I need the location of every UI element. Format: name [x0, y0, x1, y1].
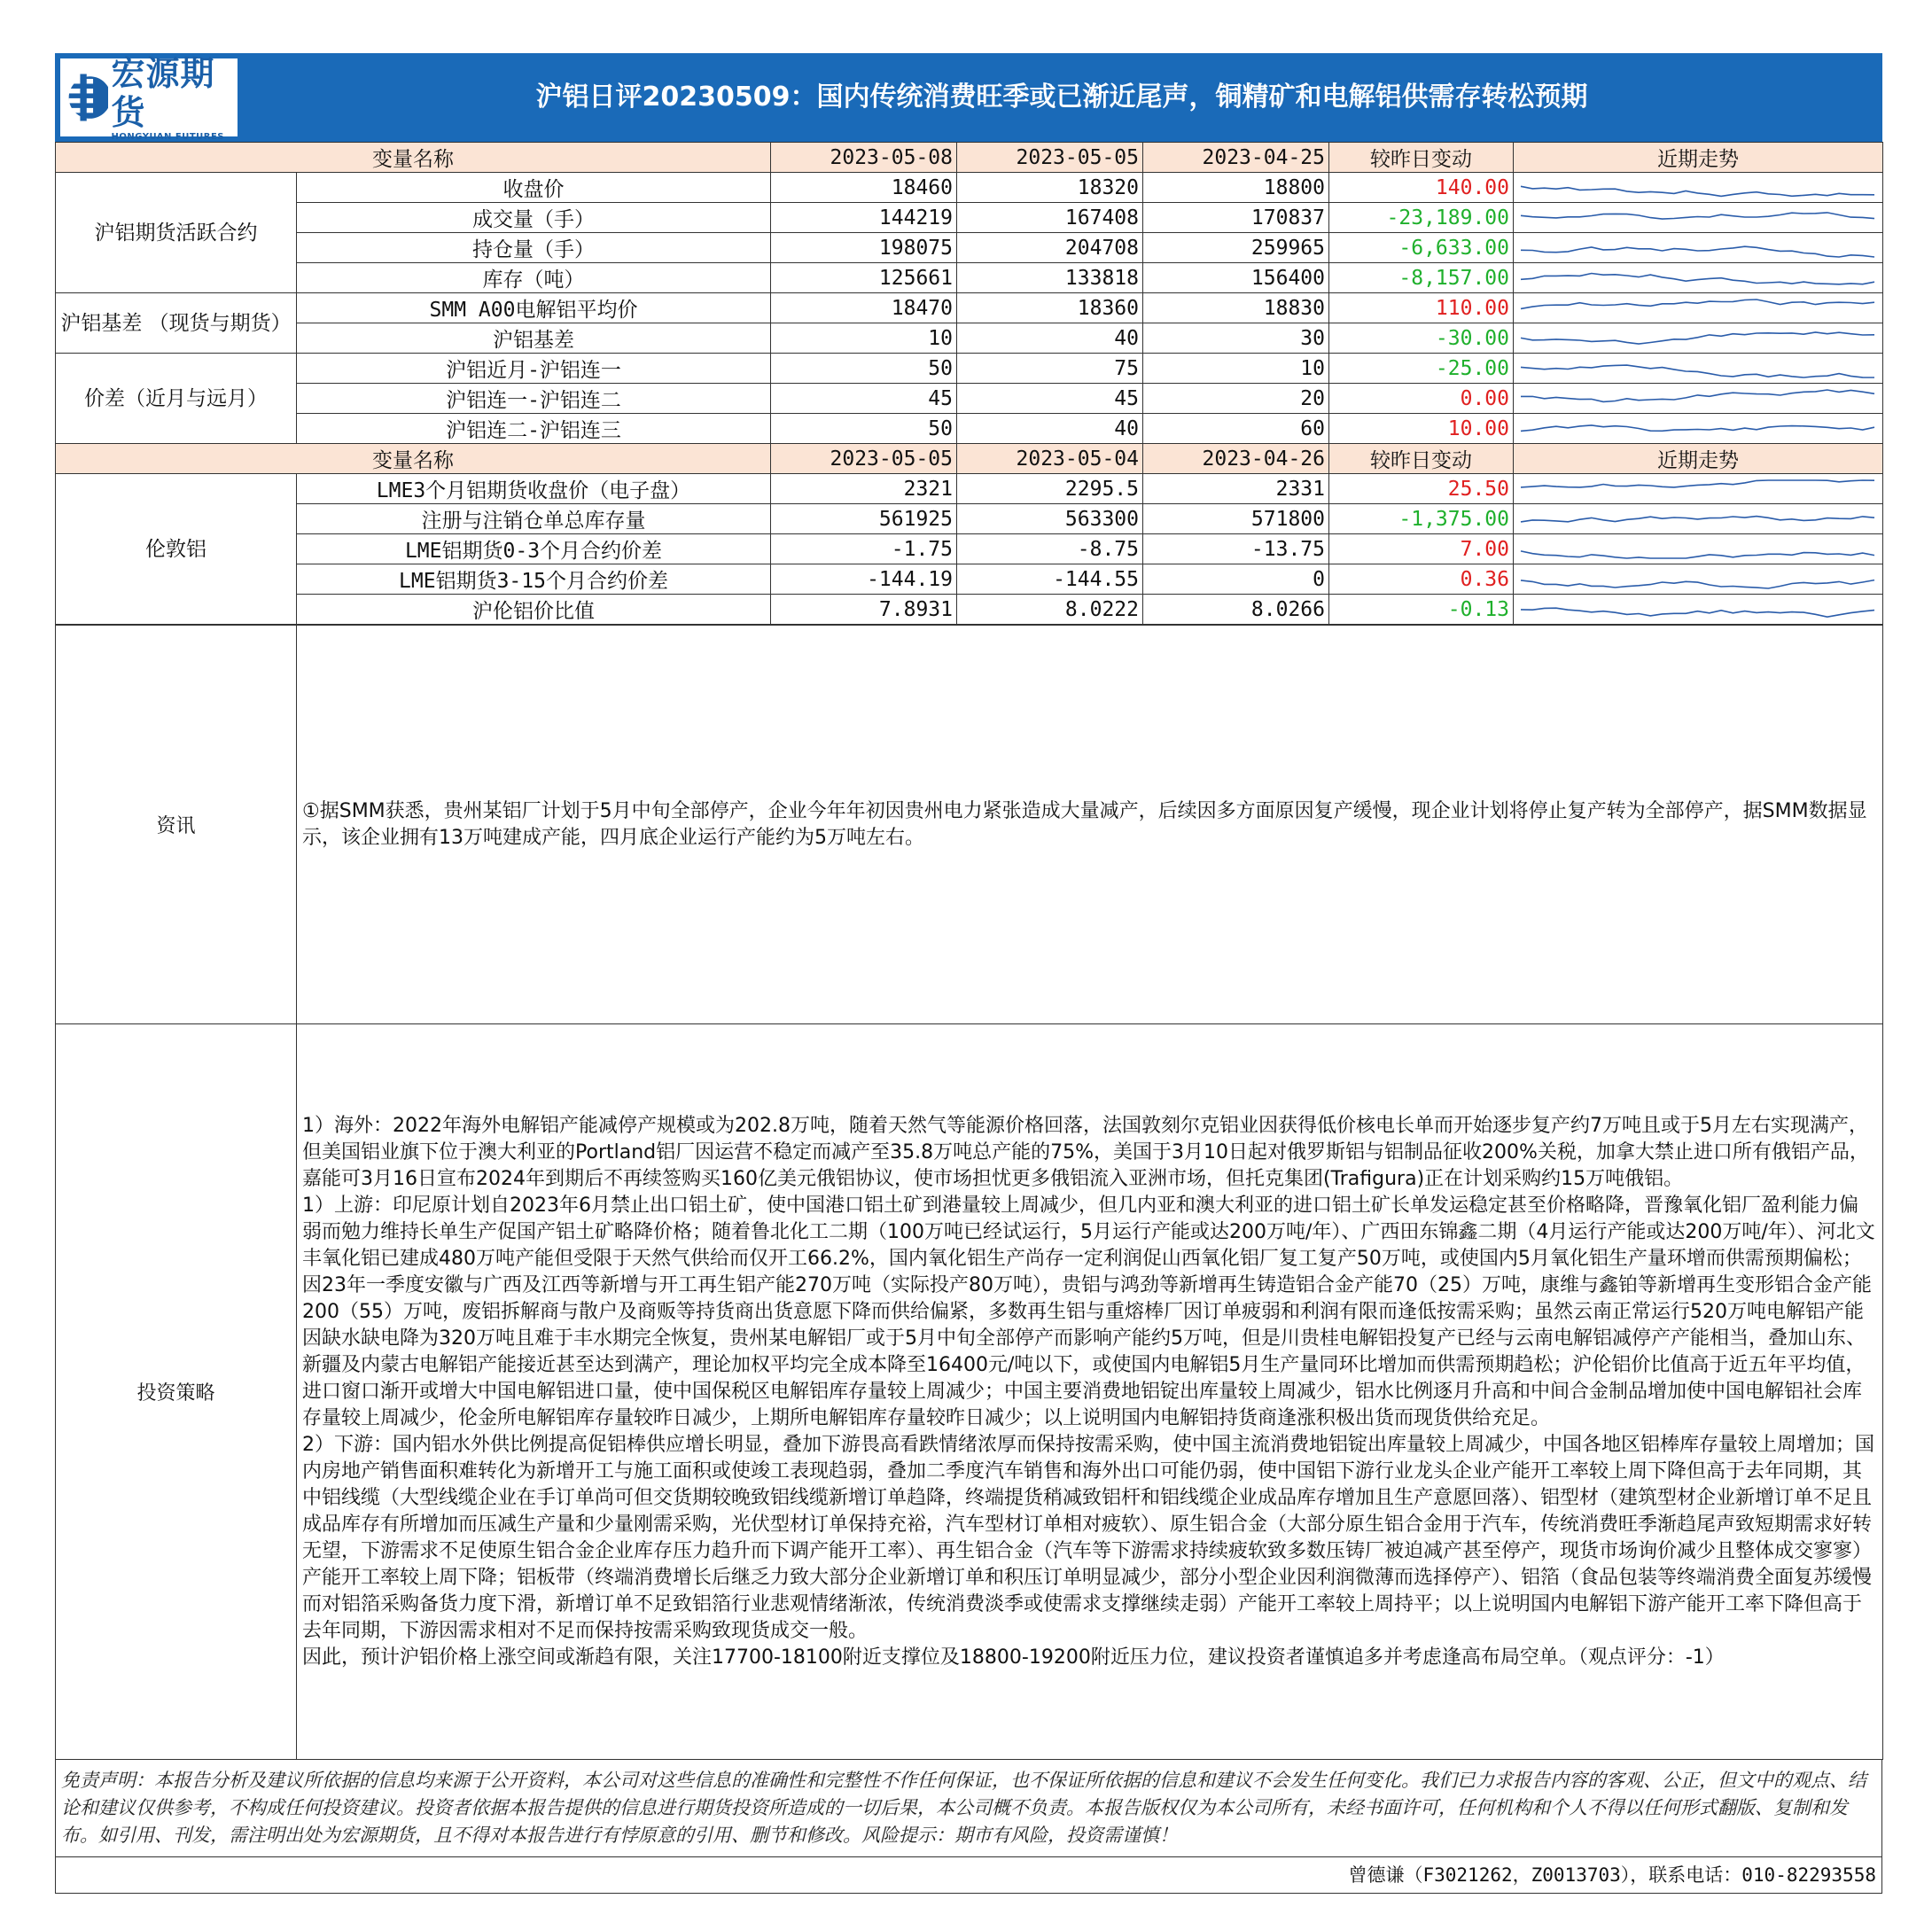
value-2: 133818: [957, 263, 1143, 293]
disclaimer: 免责声明：本报告分析及建议所依据的信息均来源于公开资料，本公司对这些信息的准确性和完整性不作任何保证，也不保证所依据的信息和建议不会发生任何变化。我们已力求报告内容的客观、公正，但文中的观点、结论和建议仅供参考，不构成任何投资建议。投资者依据本报告提供的信息进行期货投资所造成的一切后果，本公司概不负责。本报告版权仅为本公司所有，未经书面许可，任何机构和个人不得以任何形式翻版、复制和发布。如引用、刊发，需注明出处为宏源期货，且不得对本报告进行有悖原意的引用、删节和修改。风险提示：期市有风险，投资需谨慎！: [55, 1760, 1882, 1857]
sparkline: [1514, 323, 1883, 354]
change-value: 110.00: [1329, 293, 1514, 323]
table-row: [56, 293, 1883, 323]
value-3: 259965: [1143, 233, 1329, 263]
variable-name: 收盘价: [297, 173, 771, 203]
value-2: 75: [957, 354, 1143, 384]
logo-cn: 宏源期货: [111, 53, 215, 132]
news-table: [55, 625, 1883, 1760]
table-row: [56, 173, 1883, 203]
strategy-text: 1）海外：2022年海外电解铝产能减停产规模或为202.8万吨，随着天然气等能源价格回落，法国敦刻尔克铝业因获得低价核电长单而开始逐步复产约7万吨且或于5月左右实现满产，但美国铝业旗下位于澳大利亚的Portland铝厂因运营不稳定而减产至35.8万吨总产能的75%，美国于3月10日起对俄罗斯铝与铝制品征收200%关税，加拿大禁止进口所有俄铝产品，嘉能可3月16日宣布2024年到期后不再续签购买160亿美元俄铝协议，使市场担忧更多俄铝流入亚洲市场，但托克集团(Trafigura)正在计划采购约15万吨俄铝。 1）上游：印尼原计划自2023年6月禁止出口铝土矿，使中国港口铝土矿到港量较上周减少，但几内亚和澳大利亚的进口铝土矿长单发运稳定甚至价格略降，晋豫氧化铝厂盈利能力偏弱而勉力维持长单生产促国产铝土矿略降价格；随着鲁北化工二期（100万吨已经试运行，5月运行产能或达200万吨/年）、广西田东锦鑫二期（4月运行产能或达200万吨/年）、河北文丰氧化铝已建成480万吨产能但受限于天然气供给而仅开工66.2%，国内氧化铝生产尚存一定利润促山西氧化铝厂复工复产50万吨，或使国内5月氧化铝生产量环增而供需预期偏松；因23年一季度安徽与广西及江西等新增与开工再生铝产能270万吨（实际投产80万吨），贵铝与鸿劲等新增再生铸造铝合金产能70（25）万吨，康维与鑫铂等新增再生变形铝合金产能200（55）万吨，废铝拆解商与散户及商贩等持货商出货意愿下降而供给偏紧，多数再生铝与重熔棒厂因订单疲弱和利润有限而逢低按需采购；虽然云南正常运行520万吨电解铝产能因缺水缺电降为320万吨且难于丰水期完全恢复，贵州某电解铝厂或于5月中旬全部停产而影响产能约5万吨，但是川贵桂电解铝投复产已经与云南电解铝减停产产能相当，叠加山东、新疆及内蒙古电解铝产能接近甚至达到满产，理论加权平均完全成本降至16400元/吨以下，或使国内电解铝5月生产量同环比增加而供需预期趋松；沪伦铝价比值高于近五年平均值，进口窗口渐开或增大中国电解铝进口量，使中国保税区电解铝库存量较上周减少；中国主要消费地铝锭出库量较上周减少，铝水比例逐月升高和中间合金制品增加使中国电解铝社会库存量较上周减少，伦金所电解铝库存量较昨日减少，上期所电解铝库存量较昨日减少；以上说明国内电解铝持货商逢涨积极出货而现货供给充足。 2）下游：国内铝水外供比例提高促铝棒供应增长明显，叠加下游畏高看跌情绪浓厚而保持按需采购，使中国主流消费地铝锭出库量较上周减少，中国各地区铝棒库存量较上周增加；国内房地产销售面积难转化为新增开工与施工面积或使竣工表现趋弱，叠加二季度汽车销售和海外出口可能仍弱，使中国铝下游行业龙头企业产能开工率较上周下降但高于去年同期，其中铝线缆（大型线缆企业在手订单尚可但交货期较晚致铝线缆新增订单趋降，终端提货稍减致铝杆和铝线缆企业成品库存增加且生产意愿回落）、铝型材（建筑型材企业新增订单不足且成品库存有所增加而压减生产量和少量刚需采购，光伏型材订单保持充裕，汽车型材订单相对疲软）、原生铝合金（大部分原生铝合金用于汽车，传统消费旺季渐趋尾声致短期需求好转无望，下游需求不足使原生铝合金企业库存压力趋升而下调产能开工率）、再生铝合金（汽车等下游需求持续疲软致多数压铸厂被迫减产甚至停产，现货市场询价减少且整体成交寥寥）产能开工率较上周下降；铝板带（终端消费增长后继乏力致大部分企业新增订单和积压订单明显减少，部分小型企业因利润微薄而选择停产）、铝箔（食品包装等终端消费全面复苏缓慢而对铝箔采购备货力度下滑，新增订单不足致铝箔行业悲观情绪渐浓，传统消费淡季或使需求支撑继续走弱）产能开工率较上周持平；以上说明国内电解铝下游产能开工率下降但高于去年同期，下游因需求相对不足而保持按需采购致现货成交一般。 因此，预计沪铝价格上涨空间或渐趋有限，关注17700-18100附近支撑位及18800-19200附近压力位，建议投资者谨慎追多并考虑逢高布局空单。（观点评分：-1）: [297, 1024, 1883, 1760]
column-header: 2023-05-05: [771, 444, 957, 474]
value-3: 20: [1143, 384, 1329, 414]
change-value: -30.00: [1329, 323, 1514, 354]
sparkline: [1514, 595, 1883, 625]
value-1: 561925: [771, 504, 957, 534]
group-label: 伦敦铝: [56, 474, 297, 625]
sparkline: [1514, 534, 1883, 564]
sparkline: [1514, 414, 1883, 444]
sparkline: [1514, 293, 1883, 323]
value-3: 0: [1143, 564, 1329, 595]
value-3: -13.75: [1143, 534, 1329, 564]
group-label: 沪铝基差 （现货与期货）: [56, 293, 297, 354]
change-value: -25.00: [1329, 354, 1514, 384]
value-3: 156400: [1143, 263, 1329, 293]
change-value: -8,157.00: [1329, 263, 1514, 293]
variable-name: LME铝期货0-3个月合约价差: [297, 534, 771, 564]
value-1: 2321: [771, 474, 957, 504]
variable-name: 沪铝近月-沪铝连一: [297, 354, 771, 384]
column-header: 变量名称: [56, 444, 771, 474]
value-2: 204708: [957, 233, 1143, 263]
column-header: 2023-05-05: [957, 143, 1143, 173]
change-value: 0.00: [1329, 384, 1514, 414]
table-row: [56, 263, 1883, 293]
change-value: 7.00: [1329, 534, 1514, 564]
group-label: 价差（近月与远月）: [56, 354, 297, 444]
report-page: [55, 53, 1882, 1894]
table-row: [56, 203, 1883, 233]
value-1: 18470: [771, 293, 957, 323]
change-value: -1,375.00: [1329, 504, 1514, 534]
variable-name: 沪铝基差: [297, 323, 771, 354]
value-3: 60: [1143, 414, 1329, 444]
column-header: 2023-05-08: [771, 143, 957, 173]
change-value: 25.50: [1329, 474, 1514, 504]
data-table: [55, 142, 1883, 625]
sparkline: [1514, 263, 1883, 293]
column-header: 较昨日变动: [1329, 444, 1514, 474]
variable-name: 沪铝连二-沪铝连三: [297, 414, 771, 444]
strategy-label: 投资策略: [56, 1024, 297, 1760]
sparkline: [1514, 173, 1883, 203]
value-2: 18320: [957, 173, 1143, 203]
sparkline: [1514, 564, 1883, 595]
table-header-row: [56, 143, 1883, 173]
value-2: 40: [957, 414, 1143, 444]
value-1: 18460: [771, 173, 957, 203]
variable-name: LME铝期货3-15个月合约价差: [297, 564, 771, 595]
column-header: 2023-04-26: [1143, 444, 1329, 474]
report-banner: [55, 53, 1882, 142]
table-header-row: [56, 444, 1883, 474]
value-3: 30: [1143, 323, 1329, 354]
value-2: 2295.5: [957, 474, 1143, 504]
news-text: ①据SMM获悉，贵州某铝厂计划于5月中旬全部停产，企业今年年初因贵州电力紧张造成大量减产，后续因多方面原因复产缓慢，现企业计划将停止复产转为全部停产，据SMM数据显示，该企业拥有13万吨建成产能，四月底企业运行产能约为5万吨左右。: [297, 626, 1883, 1024]
change-value: -23,189.00: [1329, 203, 1514, 233]
column-header: 近期走势: [1514, 444, 1883, 474]
analyst-contact: 曾德谦（F3021262，Z0013703），联系电话：010-82293558: [55, 1857, 1882, 1894]
change-value: 140.00: [1329, 173, 1514, 203]
value-3: 170837: [1143, 203, 1329, 233]
group-label: 沪铝期货活跃合约: [56, 173, 297, 293]
value-1: 45: [771, 384, 957, 414]
value-3: 571800: [1143, 504, 1329, 534]
variable-name: 库存（吨）: [297, 263, 771, 293]
table-row: [56, 564, 1883, 595]
value-2: 167408: [957, 203, 1143, 233]
value-1: 50: [771, 414, 957, 444]
value-1: 50: [771, 354, 957, 384]
sparkline: [1514, 474, 1883, 504]
logo-mark-icon: [66, 66, 108, 128]
change-value: -0.13: [1329, 595, 1514, 625]
variable-name: 注册与注销仓单总库存量: [297, 504, 771, 534]
value-1: 198075: [771, 233, 957, 263]
value-2: -144.55: [957, 564, 1143, 595]
change-value: -6,633.00: [1329, 233, 1514, 263]
table-row: [56, 414, 1883, 444]
variable-name: SMM A00电解铝平均价: [297, 293, 771, 323]
value-2: 40: [957, 323, 1143, 354]
variable-name: 持仓量（手）: [297, 233, 771, 263]
variable-name: 沪伦铝价比值: [297, 595, 771, 625]
value-3: 18800: [1143, 173, 1329, 203]
column-header: 较昨日变动: [1329, 143, 1514, 173]
table-row: [56, 595, 1883, 625]
value-2: 563300: [957, 504, 1143, 534]
variable-name: 成交量（手）: [297, 203, 771, 233]
value-3: 10: [1143, 354, 1329, 384]
value-1: 10: [771, 323, 957, 354]
table-row: [56, 233, 1883, 263]
sparkline: [1514, 203, 1883, 233]
sparkline: [1514, 384, 1883, 414]
value-2: -8.75: [957, 534, 1143, 564]
news-label: 资讯: [56, 626, 297, 1024]
value-1: 7.8931: [771, 595, 957, 625]
column-header: 近期走势: [1514, 143, 1883, 173]
table-row: [56, 323, 1883, 354]
value-1: 125661: [771, 263, 957, 293]
value-2: 8.0222: [957, 595, 1143, 625]
column-header: 变量名称: [56, 143, 771, 173]
change-value: 0.36: [1329, 564, 1514, 595]
column-header: 2023-05-04: [957, 444, 1143, 474]
column-header: 2023-04-25: [1143, 143, 1329, 173]
table-row: [56, 354, 1883, 384]
value-3: 8.0266: [1143, 595, 1329, 625]
report-title: 沪铝日评20230509：国内传统消费旺季或已渐近尾声，铜精矿和电解铝供需存转松预期: [535, 82, 1588, 113]
table-row: [56, 474, 1883, 504]
value-2: 45: [957, 384, 1143, 414]
value-1: -144.19: [771, 564, 957, 595]
sparkline: [1514, 354, 1883, 384]
variable-name: 沪铝连一-沪铝连二: [297, 384, 771, 414]
change-value: 10.00: [1329, 414, 1514, 444]
table-row: [56, 534, 1883, 564]
value-1: -1.75: [771, 534, 957, 564]
value-1: 144219: [771, 203, 957, 233]
value-3: 18830: [1143, 293, 1329, 323]
sparkline: [1514, 233, 1883, 263]
value-2: 18360: [957, 293, 1143, 323]
variable-name: LME3个月铝期货收盘价（电子盘）: [297, 474, 771, 504]
company-logo: [60, 53, 238, 142]
table-row: [56, 504, 1883, 534]
sparkline: [1514, 504, 1883, 534]
table-row: [56, 384, 1883, 414]
value-3: 2331: [1143, 474, 1329, 504]
logo-en: HONGYUAN FUTURES: [111, 131, 224, 142]
